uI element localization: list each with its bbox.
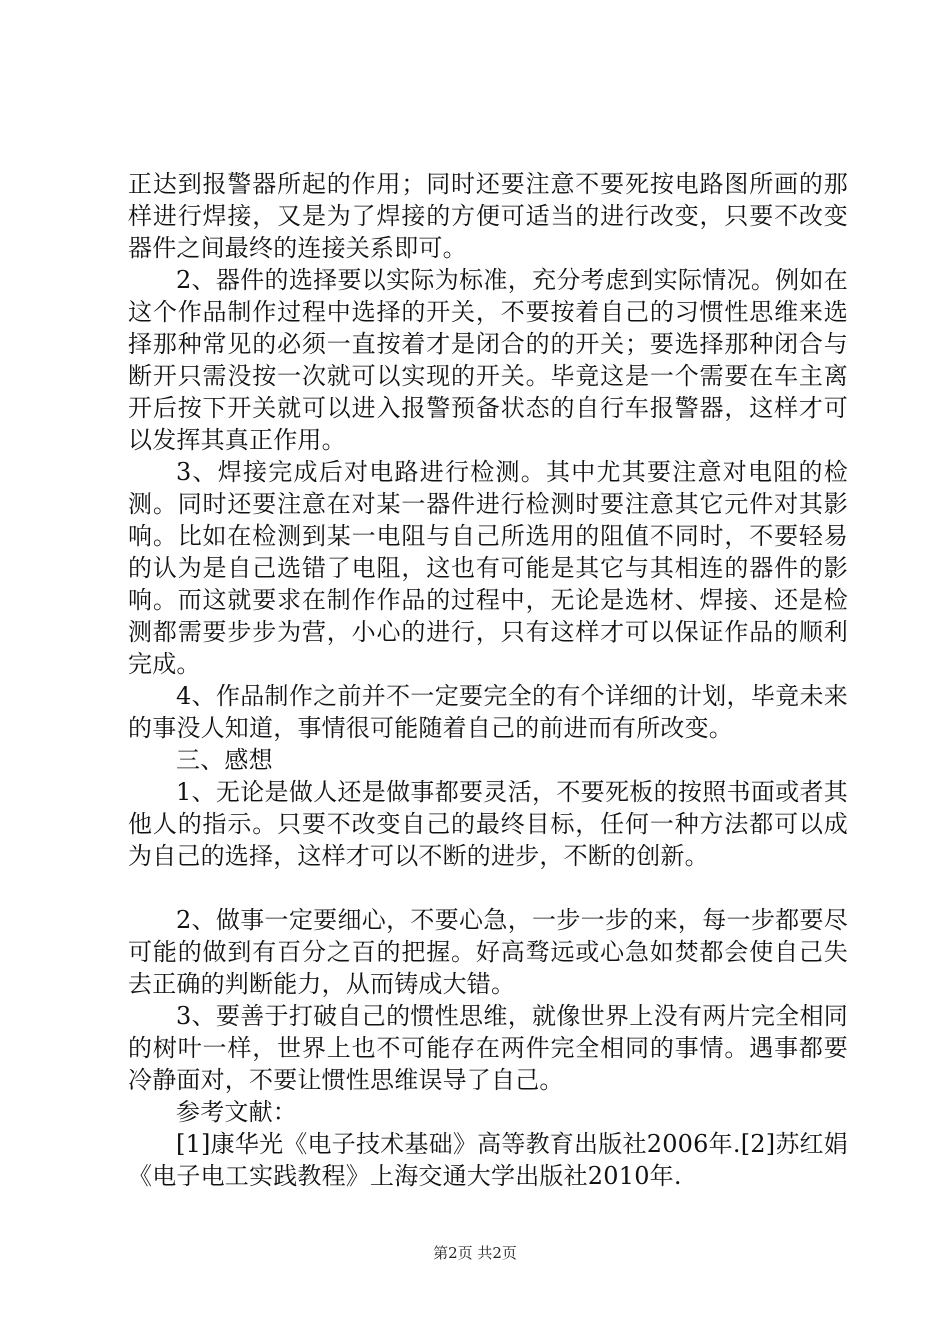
section-heading-reflections: 三、感想 <box>176 746 273 774</box>
references-heading: 参考文献： <box>176 1098 297 1126</box>
blank-line <box>128 872 848 904</box>
page-footer: 第2页 共2页 <box>433 1244 517 1262</box>
references-list: [1]康华光《电子技术基础》高等教育出版社2006年.[2]苏红娟《电子电工实践教程》上海交通大学出版社2010年. <box>128 1130 848 1190</box>
paragraph-point-4: 4、作品制作之前并不一定要完全的有个详细的计划，毕竟未来的事没人知道，事情很可能随着自己的前进而有所改变。 <box>128 682 848 742</box>
paragraph-reflection-3: 3、要善于打破自己的惯性思维，就像世界上没有两片完全相同的树叶一样，世界上也不可能存在两件完全相同的事情。遇事都要冷静面对，不要让惯性思维误导了自己。 <box>128 1002 848 1094</box>
paragraph-reflection-1: 1、无论是做人还是做事都要灵活，不要死板的按照书面或者其他人的指示。只要不改变自己的最终目标，任何一种方法都可以成为自己的选择，这样才可以不断的进步，不断的创新。 <box>128 778 848 870</box>
document-body <box>128 168 848 1192</box>
paragraph-reflection-2: 2、做事一定要细心，不要心急，一步一步的来，每一步都要尽可能的做到有百分之百的把握。好高骛远或心急如焚都会使自己失去正确的判断能力，从而铸成大错。 <box>128 906 848 998</box>
paragraph-point-2: 2、器件的选择要以实际为标准，充分考虑到实际情况。例如在这个作品制作过程中选择的开关，不要按着自己的习惯性思维来选择那种常见的必须一直按着才是闭合的的开关；要选择那种闭合与断开只需没按一次就可以实现的开关。毕竟这是一个需要在车主离开后按下开关就可以进入报警预备状态的自行车报警器，这样才可以发挥其真正作用。 <box>128 266 848 454</box>
paragraph-point-3: 3、焊接完成后对电路进行检测。其中尤其要注意对电阻的检测。同时还要注意在对某一器件进行检测时要注意其它元件对其影响。比如在检测到某一电阻与自己所选用的阻值不同时，不要轻易的认为是自己选错了电阻，这也有可能是其它与其相连的器件的影响。而这就要求在制作作品的过程中，无论是选材、焊接、还是检测都需要步步为营，小心的进行，只有这样才可以保证作品的顺利完成。 <box>128 458 848 678</box>
paragraph-continuation: 正达到报警器所起的作用；同时还要注意不要死按电路图所画的那样进行焊接，又是为了焊接的方便可适当的进行改变，只要不改变器件之间最终的连接关系即可。 <box>128 170 848 262</box>
